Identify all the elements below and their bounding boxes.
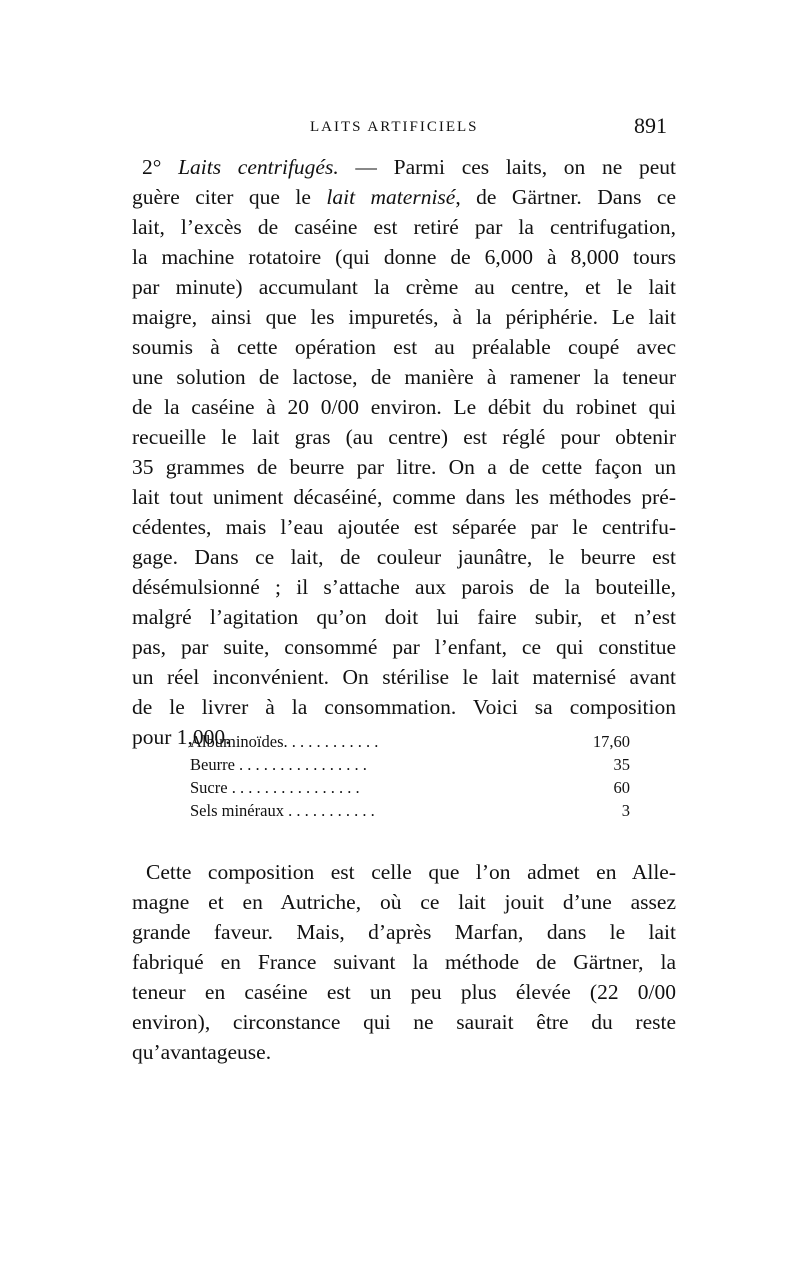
text-line: magne et en Autriche, où ce lait jouit d’une assez xyxy=(132,890,676,914)
component-label: Sucre . . . . . . . . . . . . . . . . xyxy=(190,778,360,797)
composition-row xyxy=(190,799,630,822)
component-label: Albuminoïdes. . . . . . . . . . . . xyxy=(190,732,379,751)
text-line: lait tout uniment décaséiné, comme dans les méthodes pré- xyxy=(132,485,676,509)
text-line: fabriqué en France suivant la méthode de Gärtner, la xyxy=(132,950,676,974)
text-line: lait, l’excès de caséine est retiré par la centrifugation, xyxy=(132,215,676,239)
text-line xyxy=(132,152,676,182)
composition-row xyxy=(190,776,630,799)
text-line: par minute) accumulant la crème au centre, et le lait xyxy=(132,275,676,299)
text-line: cédentes, mais l’eau ajoutée est séparée par le centrifu- xyxy=(132,515,676,539)
composition-row xyxy=(190,753,630,776)
text-line: de la caséine à 20 0/00 environ. Le débit du robinet qui xyxy=(132,395,676,419)
paragraph-conclusion xyxy=(132,857,676,1067)
component-value: 17,60 xyxy=(592,732,630,751)
text-line: une solution de lactose, de manière à ramener la teneur xyxy=(132,365,676,389)
text-line xyxy=(132,182,676,212)
composition-table xyxy=(190,730,630,822)
component-label: Sels minéraux . . . . . . . . . . . xyxy=(190,801,375,820)
text-line: malgré l’agitation qu’on doit lui faire subir, et n’est xyxy=(132,605,676,629)
text-line: grande faveur. Mais, d’après Marfan, dans le lait xyxy=(132,920,676,944)
text-line: teneur en caséine est un peu plus élevée (22 0/00 xyxy=(132,980,676,1004)
text-line: Cette composition est celle que l’on admet en Alle- xyxy=(146,860,676,884)
page-number: 891 xyxy=(634,113,667,138)
paragraph-centrifuged-milks xyxy=(132,152,676,752)
text-line: désémulsionné ; il s’attache aux parois de la bouteille, xyxy=(132,575,676,599)
composition-row xyxy=(190,730,630,753)
text-line: 35 grammes de beurre par litre. On a de cette façon un xyxy=(132,455,676,479)
component-label: Beurre . . . . . . . . . . . . . . . . xyxy=(190,755,367,774)
section-number: 2° xyxy=(142,155,162,179)
text-line: de le livrer à la consommation. Voici sa composition xyxy=(132,695,676,719)
text-line: un réel inconvénient. On stérilise le lait maternisé avant xyxy=(132,665,676,689)
running-title: LAITS ARTIFICIELS xyxy=(310,119,479,135)
component-value: 3 xyxy=(621,801,630,820)
text-line: environ), circonstance qui ne saurait être du reste xyxy=(132,1010,676,1034)
line-text: , de Gärtner. Dans ce xyxy=(455,185,676,209)
text-line: maigre, ainsi que les impuretés, à la périphérie. Le lait xyxy=(132,305,676,329)
line-text: — Parmi ces laits, on ne peut xyxy=(338,155,676,179)
text-line: pas, par suite, consommé par l’enfant, ce qui constitue xyxy=(132,635,676,659)
component-value: 35 xyxy=(613,755,630,774)
line-text: guère citer que le xyxy=(132,185,327,209)
component-value: 60 xyxy=(613,778,630,797)
section-title: Laits centrifugés. xyxy=(178,155,339,179)
text-line: soumis à cette opération est au préalable coupé avec xyxy=(132,335,676,359)
emphasis-term: lait maternisé xyxy=(326,185,456,209)
text-line: pour 1,000. xyxy=(132,725,231,749)
text-line: gage. Dans ce lait, de couleur jaunâtre, le beurre est xyxy=(132,545,676,569)
text-line: qu’avantageuse. xyxy=(132,1040,272,1064)
text-line: recueille le lait gras (au centre) est réglé pour obtenir xyxy=(132,425,676,449)
running-head xyxy=(0,113,800,143)
text-line: la machine rotatoire (qui donne de 6,000 à 8,000 tours xyxy=(132,245,676,269)
